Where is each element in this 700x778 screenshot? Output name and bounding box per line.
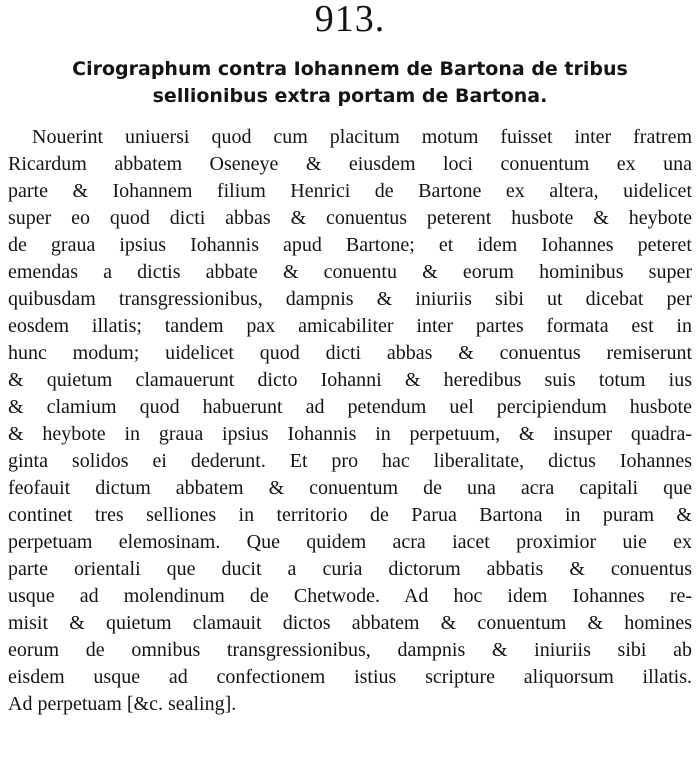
body-line: feofauit dictum abbatem & conuentum de una acra capitali que bbox=[8, 477, 692, 499]
body-line: perpetuam elemosinam. Que quidem acra iacet proximior uie ex bbox=[8, 531, 692, 553]
body-line: quibusdam transgressionibus, dampnis & iniuriis sibi ut dicebat per bbox=[8, 288, 692, 310]
body-line: Ad perpetuam [&c. sealing]. bbox=[8, 693, 237, 715]
body-line: eisdem usque ad confectionem istius scripture aliquorsum illatis. bbox=[8, 666, 692, 688]
body-line: parte & Iohannem filium Henrici de Bartone ex altera, uidelicet bbox=[8, 180, 692, 202]
body-line: emendas a dictis abbate & conuentu & eorum hominibus super bbox=[8, 261, 692, 283]
body-line: hunc modum; uidelicet quod dicti abbas & conuentus remiserunt bbox=[8, 342, 692, 364]
body-line: eosdem illatis; tandem pax amicabiliter inter partes formata est in bbox=[8, 315, 692, 337]
body-line: Nouerint uniuersi quod cum placitum motum fuisset inter fratrem bbox=[32, 126, 692, 148]
body-line: misit & quietum clamauit dictos abbatem & conuentum & homines bbox=[8, 612, 692, 634]
body-line: & heybote in graua ipsius Iohannis in perpetuum, & insuper quadra- bbox=[8, 423, 692, 445]
body-line: usque ad molendinum de Chetwode. Ad hoc idem Iohannes re- bbox=[8, 585, 692, 607]
document-heading-line-1: Cirographum contra Iohannem de Bartona de tribus bbox=[72, 58, 628, 80]
document-heading-line-2: sellionibus extra portam de Bartona. bbox=[152, 85, 548, 107]
body-line: & quietum clamauerunt dicto Iohanni & heredibus suis totum ius bbox=[8, 369, 692, 391]
body-line: Ricardum abbatem Oseneye & eiusdem loci conuentum ex una bbox=[8, 153, 692, 175]
body-line: super eo quod dicti abbas & conuentus peterent husbote & heybote bbox=[8, 207, 692, 229]
body-line: eorum de omnibus transgressionibus, dampnis & iniuriis sibi ab bbox=[8, 639, 692, 661]
page-number: 913. bbox=[314, 0, 386, 40]
body-line: parte orientali que ducit a curia dictorum abbatis & conuentus bbox=[8, 558, 692, 580]
body-line: continet tres selliones in territorio de Parua Bartona in puram & bbox=[8, 504, 692, 526]
body-line: ginta solidos ei dederunt. Et pro hac liberalitate, dictus Iohannes bbox=[8, 450, 692, 472]
body-line: de graua ipsius Iohannis apud Bartone; et idem Iohannes peteret bbox=[8, 234, 692, 256]
body-line: & clamium quod habuerunt ad petendum uel percipiendum husbote bbox=[8, 396, 692, 418]
